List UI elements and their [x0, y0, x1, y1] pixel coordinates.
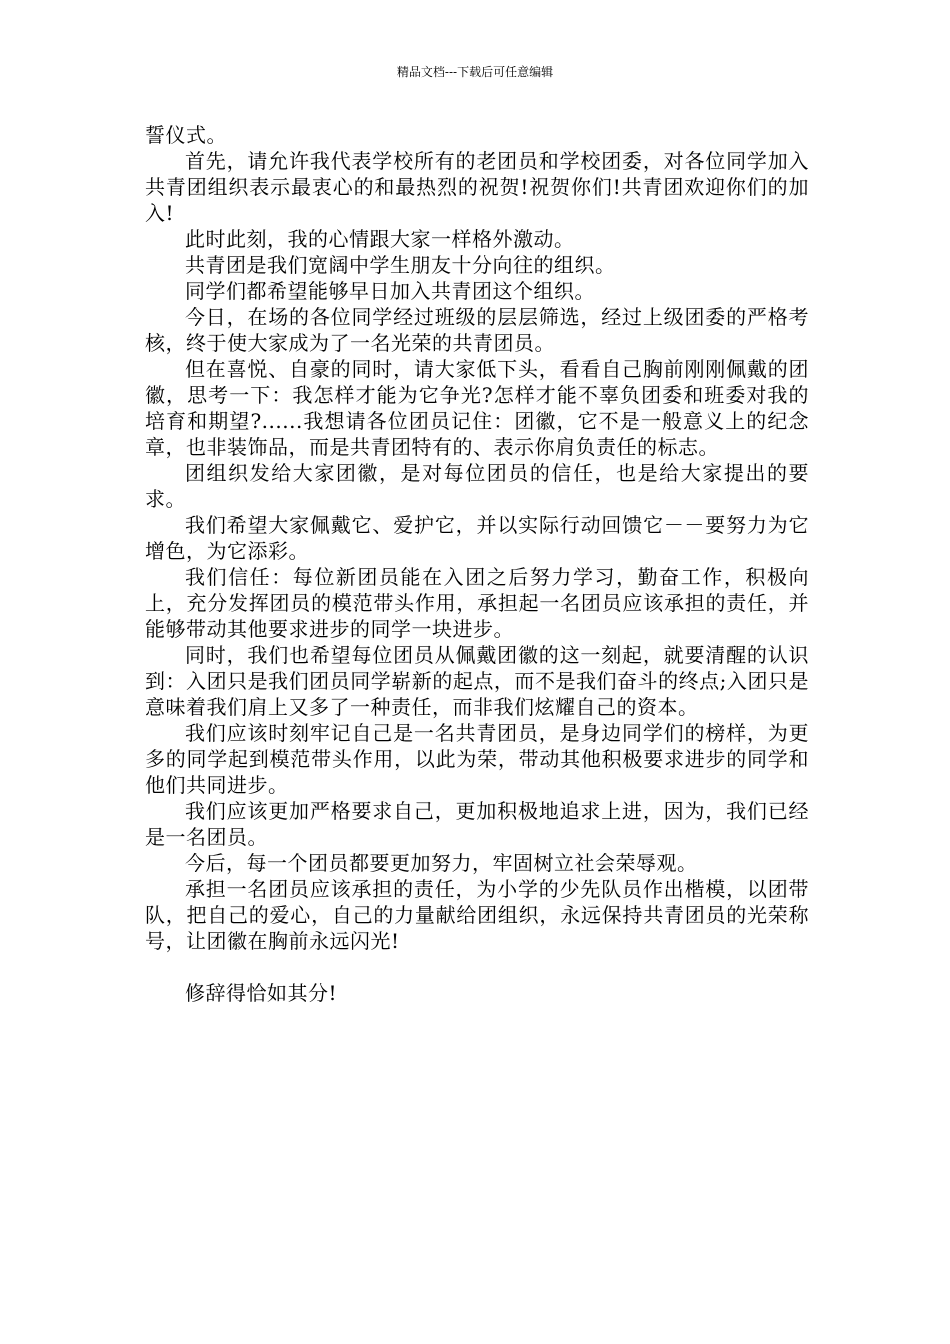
closing-line: 修辞得恰如其分!	[185, 981, 338, 1005]
paragraph: 今日，在场的各位同学经过班级的层层筛选，经过上级团委的严格考核，终于使大家成为了一名光荣的共青团员。	[145, 305, 809, 355]
paragraph: 共青团是我们宽阔中学生朋友十分向往的组织。	[185, 253, 616, 277]
paragraph: 我们信任：每位新团员能在入团之后努力学习，勤奋工作，积极向上，充分发挥团员的模范带头作用，承担起一名团员应该承担的责任，并能够带动其他要求进步的同学一块进步。	[145, 565, 809, 641]
paragraph: 今后，每一个团员都要更加努力，牢固树立社会荣辱观。	[185, 851, 698, 875]
paragraph: 但在喜悦、自豪的同时，请大家低下头，看看自己胸前刚刚佩戴的团徽，思考一下：我怎样才能为它争光?怎样才能不辜负团委和班委对我的培育和期望?......我想请各位团员记住：团徽，它不是一般意义上的纪念章，也非装饰品，而是共青团特有的、表示你肩负责任的标志。	[145, 357, 809, 459]
paragraph: 同学们都希望能够早日加入共青团这个组织。	[185, 279, 595, 303]
paragraph: 同时，我们也希望每位团员从佩戴团徽的这一刻起，就要清醒的认识到：入团只是我们团员同学崭新的起点，而不是我们奋斗的终点;入团只是意味着我们肩上又多了一种责任，而非我们炫耀自己的资本。	[145, 643, 809, 719]
blank-line	[145, 954, 809, 980]
paragraph: 我们应该更加严格要求自己，更加积极地追求上进，因为，我们已经是一名团员。	[145, 799, 809, 849]
paragraph: 首先，请允许我代表学校所有的老团员和学校团委，对各位同学加入共青团组织表示最衷心的和最热烈的祝贺!祝贺你们!共青团欢迎你们的加入!	[145, 149, 809, 225]
paragraph: 誓仪式。	[145, 123, 227, 147]
paragraph: 团组织发给大家团徽，是对每位团员的信任，也是给大家提出的要求。	[145, 461, 809, 511]
page-header: 精品文档---下载后可任意编辑	[396, 65, 554, 79]
document-body	[145, 122, 809, 1006]
paragraph: 我们希望大家佩戴它、爱护它，并以实际行动回馈它－－要努力为它增色，为它添彩。	[145, 513, 809, 563]
paragraph: 承担一名团员应该承担的责任，为小学的少先队员作出楷模，以团带队，把自己的爱心，自己的力量献给团组织，永远保持共青团员的光荣称号，让团徽在胸前永远闪光!	[145, 877, 809, 953]
paragraph: 此时此刻，我的心情跟大家一样格外激动。	[185, 227, 575, 251]
paragraph: 我们应该时刻牢记自己是一名共青团员，是身边同学们的榜样，为更多的同学起到模范带头作用，以此为荣，带动其他积极要求进步的同学和他们共同进步。	[145, 721, 809, 797]
